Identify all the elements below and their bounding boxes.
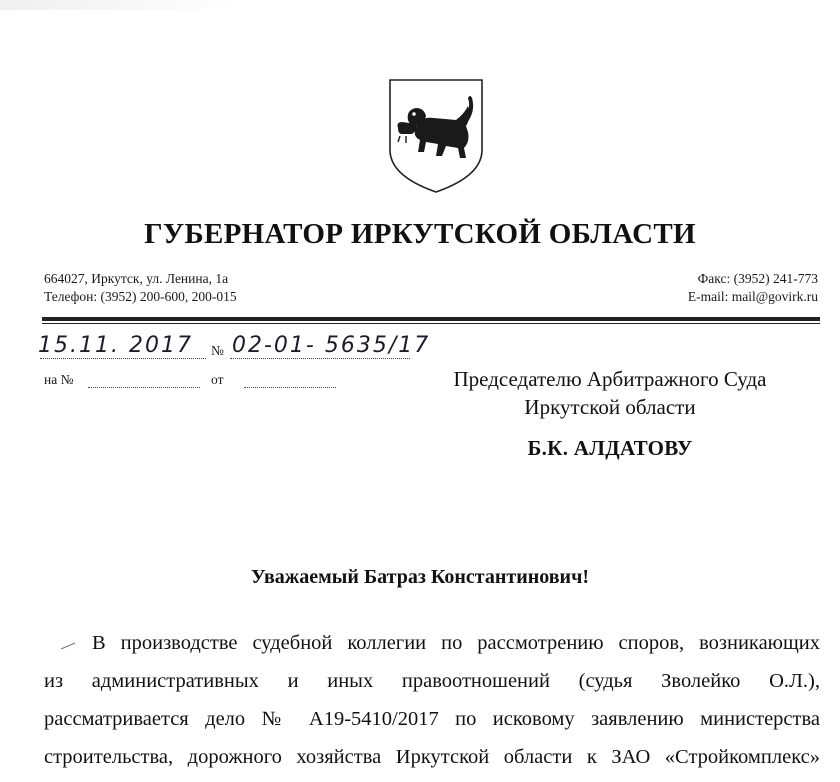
from-label: от <box>211 372 224 387</box>
letterhead-divider-thick <box>42 317 820 321</box>
contact-fax-email-block <box>688 270 818 306</box>
letter-body <box>44 624 820 776</box>
phone-line: Телефон: (3952) 200-600, 200-015 <box>44 289 237 304</box>
address-line: 664027, Иркутск, ул. Ленина, 1а <box>44 271 229 286</box>
reply-to-underline <box>88 386 200 388</box>
handwritten-number: 02-01- 5635/17 <box>232 333 431 358</box>
handwritten-date: 15.11. 2017 <box>38 333 193 358</box>
letterhead-title: ГУБЕРНАТОР ИРКУТСКОЙ ОБЛАСТИ <box>144 218 696 250</box>
addressee-position: Председателю Арбитражного Суда <box>453 367 767 391</box>
reply-to-label: на № <box>44 372 74 387</box>
body-line: рассматривается дело № А19-5410/2017 по исковому заявлению министерства <box>44 708 820 730</box>
letterhead-divider-thin <box>42 323 820 324</box>
number-underline <box>230 357 410 359</box>
email-line: E-mail: mail@govirk.ru <box>687 289 818 304</box>
coat-of-arms-emblem <box>386 76 486 196</box>
body-line: из административных и иных правоотношений (судья Зволейко О.Л.), <box>44 670 820 692</box>
salutation: Уважаемый Батраз Константинович! <box>250 566 590 588</box>
body-line: В производстве судебной коллегии по рассмотрению споров, возникающих <box>92 632 820 654</box>
number-label: № <box>211 343 224 358</box>
scan-artifact <box>0 0 240 10</box>
addressee-name: Б.К. АЛДАТОВУ <box>527 436 693 460</box>
from-underline <box>244 386 336 388</box>
addressee-region: Иркутской области <box>524 395 696 419</box>
contact-address-block <box>44 270 237 306</box>
date-underline <box>40 357 206 359</box>
body-line: строительства, дорожного хозяйства Иркутской области к ЗАО «Стройкомплекс» <box>44 746 820 768</box>
fax-line: Факс: (3952) 241-773 <box>697 271 818 286</box>
